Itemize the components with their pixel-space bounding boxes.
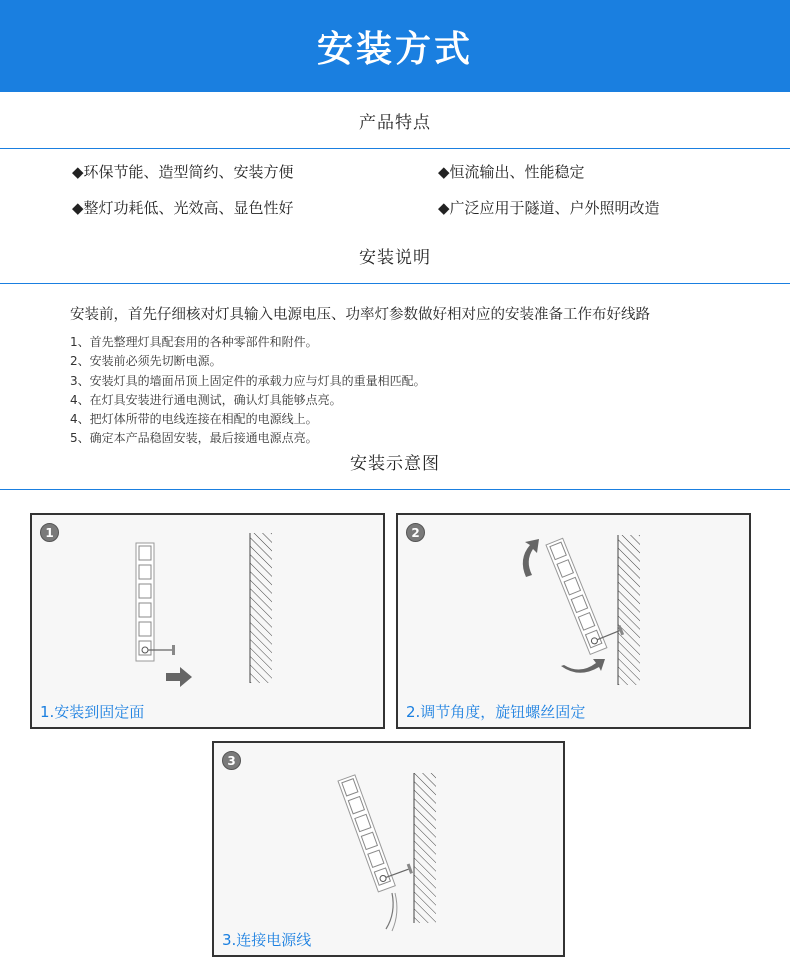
diagram-title: 安装示意图 <box>350 454 440 474</box>
instructions-intro: 安装前，首先仔细核对灯具输入电源电压、功率灯参数做好相对应的安装准备工作布好线路 <box>70 307 650 323</box>
wall-icon <box>618 535 640 685</box>
arrow-right-icon <box>166 667 192 687</box>
step-number-badge: 2 <box>406 523 425 542</box>
wiring-diagram-illustration <box>214 743 563 955</box>
wall-icon <box>414 773 436 923</box>
instruction-step: 4、把灯体所带的电线连接在相配的电源线上。 <box>70 412 318 427</box>
lamp-icon <box>338 768 415 892</box>
rotate-arrow-icon <box>561 659 605 673</box>
instruction-step: 1、首先整理灯具配套用的各种零部件和附件。 <box>70 335 318 349</box>
feature-item: ◆恒流输出、性能稳定 <box>438 163 585 181</box>
lamp-icon <box>136 543 175 661</box>
instruction-steps <box>70 333 426 449</box>
instruction-step: 2、安装前必须先切断电源。 <box>70 354 222 369</box>
step-number-badge: 3 <box>222 751 241 770</box>
features-section-header <box>0 93 790 149</box>
feature-item: ◆整灯功耗低、光效高、显色性好 <box>72 199 294 217</box>
header-banner <box>0 0 790 92</box>
panel-caption: 3.连接电源线 <box>222 931 312 949</box>
diagram-panel-3 <box>212 741 565 957</box>
instruction-step: 4、在灯具安装进行通电测试，确认灯具能够点亮。 <box>70 392 342 407</box>
instructions-section-header <box>0 228 790 284</box>
instruction-step: 5、确定本产品稳固安装，最后接通电源点亮。 <box>70 431 318 446</box>
panel-caption: 2.调节角度，旋钮螺丝固定 <box>406 703 586 721</box>
feature-item: ◆环保节能、造型简约、安装方便 <box>72 163 294 181</box>
diagram-section-header <box>0 434 790 490</box>
instructions-title: 安装说明 <box>359 248 431 268</box>
instruction-step: 3、安装灯具的墙面吊顶上固定件的承载力应与灯具的重量相匹配。 <box>70 373 426 388</box>
page-title: 安装方式 <box>316 28 473 70</box>
features-title: 产品特点 <box>359 113 431 133</box>
power-cable-icon <box>386 893 393 929</box>
diagram-panel-2 <box>396 513 751 729</box>
step-number-badge: 1 <box>40 523 59 542</box>
feature-item: ◆广泛应用于隧道、户外照明改造 <box>438 199 660 217</box>
angle-diagram-illustration <box>398 515 749 727</box>
panel-caption: 1.安装到固定面 <box>40 703 145 721</box>
rotate-arrow-icon <box>523 539 539 577</box>
diagram-panel-1 <box>30 513 385 729</box>
lamp-icon <box>546 530 626 654</box>
wall-icon <box>250 533 272 683</box>
mount-diagram-illustration <box>32 515 383 727</box>
